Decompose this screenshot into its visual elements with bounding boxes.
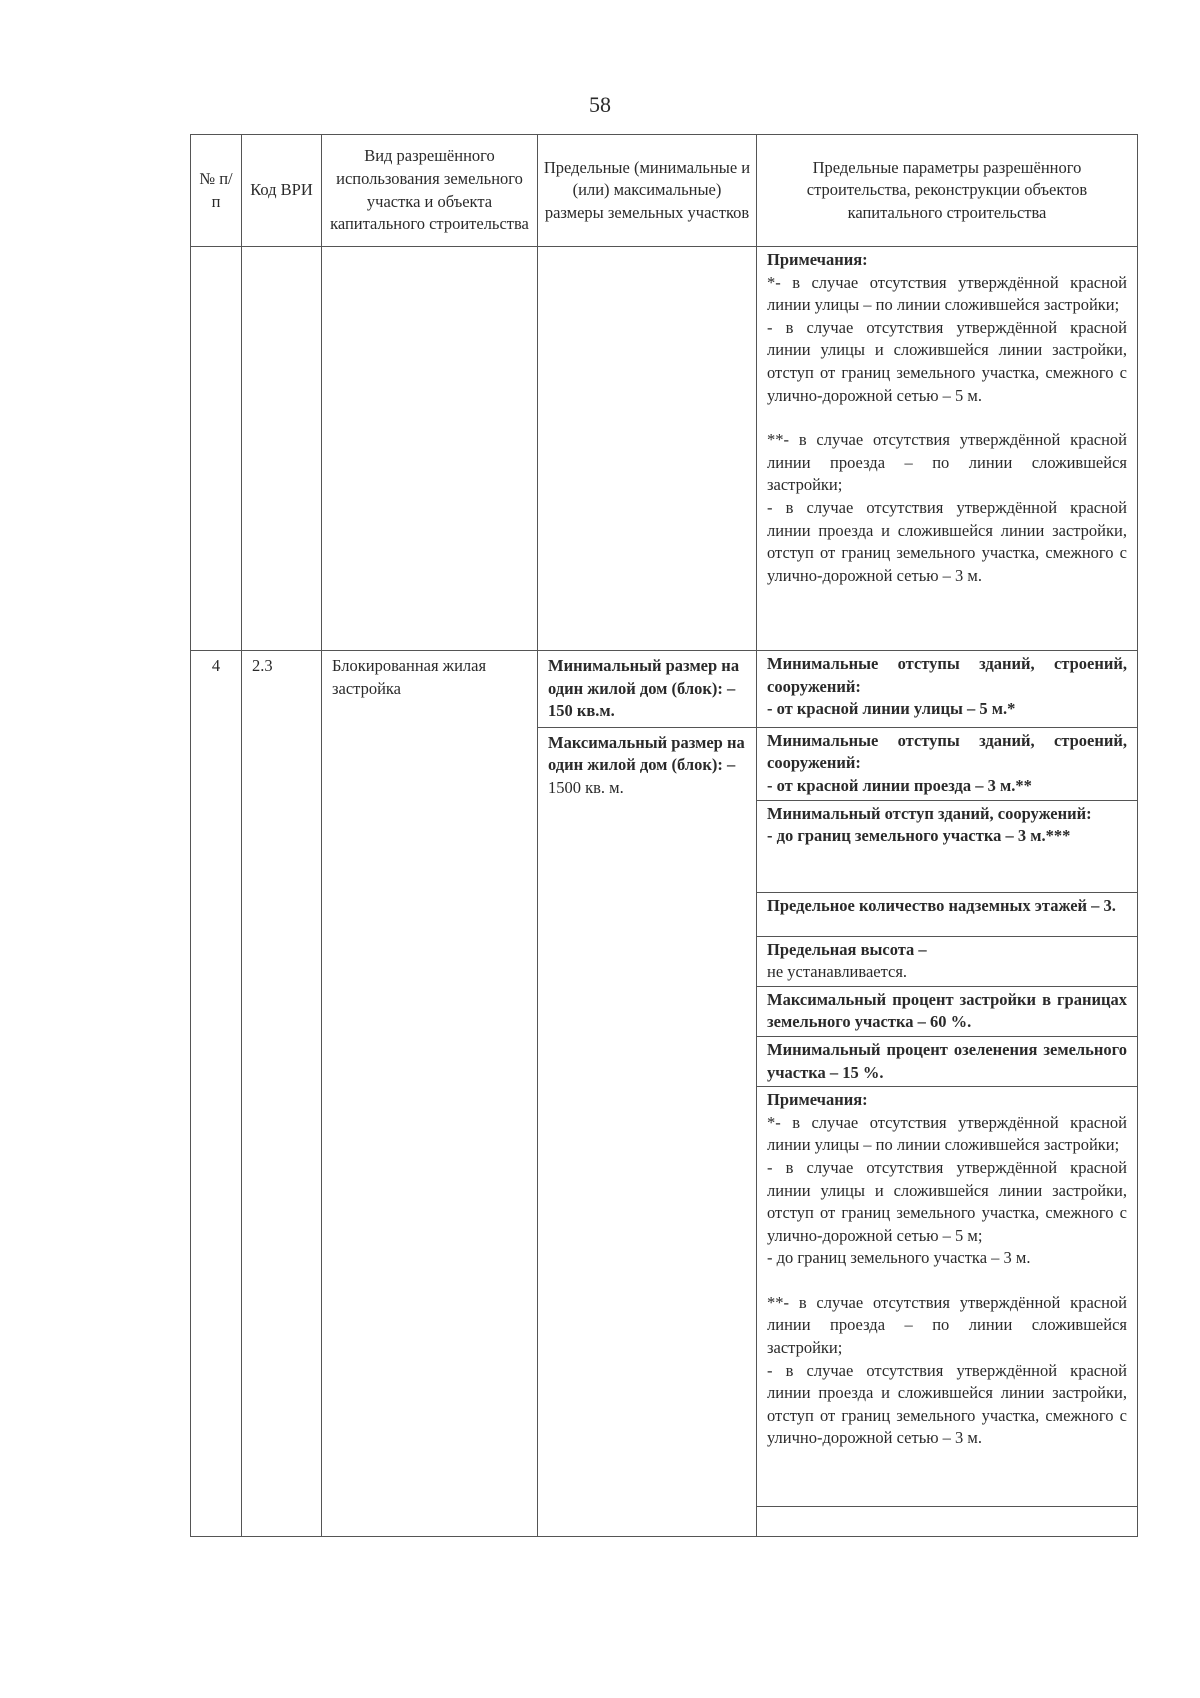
param-floors: Предельное количество надземных этажей – 3. [757,892,1138,936]
row4-notes [757,1087,1138,1507]
note-item: *- в случае отсутствия утверждённой красной линии улицы – по линии сложившейся застройки; [767,272,1127,315]
param-title: Предельная высота – [767,939,927,959]
header-build-params: Предельные параметры разрешённого строительства, реконструкции объектов капитального строительства [757,135,1138,247]
param-title: Минимальные отступы зданий, строений, сооружений: [767,730,1127,773]
header-num: № п/п [191,135,242,247]
note-item: - в случае отсутствия утверждённой красной линии улицы и сложившейся линии застройки, отступ от границ земельного участка, смежного с улично-дорожной сетью – 5 м. [767,317,1127,405]
param-value: - до границ земельного участка – 3 м.*** [767,826,1071,846]
param-title: Минимальный отступ зданий, сооружений: [767,803,1092,823]
header-plot-sizes: Предельные (минимальные и (или) максимальные) размеры земельных участков [538,135,757,247]
row4-num: 4 [191,651,242,1537]
row4-min-size: Минимальный размер на один жилой дом (блок): –150 кв.м. [538,651,757,728]
header-use-type: Вид разрешённого использования земельного участка и объекта капитального строительства [322,135,538,247]
param-setback-boundary [757,800,1138,892]
table-header-row [191,135,1138,247]
param-value: - от красной линии проезда – 3 м.** [767,775,1032,795]
param-min-greenery: Минимальный процент озеленения земельного участка – 15 %. [757,1036,1138,1086]
row4-max-size [538,727,757,1536]
notes-title: Примечания: [767,250,868,269]
header-code: Код ВРИ [242,135,322,247]
row4-use-type: Блокированная жилая застройка [322,651,538,1537]
table-row [191,247,1138,651]
note-item: - в случае отсутствия утверждённой красной линии проезда и сложившейся линии застройки, отступ от границ земельного участка, смежного с улично-дорожной сетью – 3 м. [767,497,1127,585]
param-height [757,936,1138,986]
note-item: *- в случае отсутствия утверждённой красной линии улицы – по линии сложившейся застройки; [767,1112,1127,1155]
note-item: - в случае отсутствия утверждённой красной линии улицы и сложившейся линии застройки, отступ от границ земельного участка, смежного с улично-дорожной сетью – 5 м; [767,1157,1127,1245]
param-value: - от красной линии улицы – 5 м.* [767,699,1016,719]
param-title: Минимальные отступы зданий, строений, сооружений: [767,654,1127,696]
note-item: - до границ земельного участка – 3 м. [767,1248,1031,1268]
page-number: 58 [589,92,611,117]
note-item: **- в случае отсутствия утверждённой красной линии проезда – по линии сложившейся застройки; [767,430,1127,495]
table-row [191,651,1138,728]
param-max-coverage: Максимальный процент застройки в границах земельного участка – 60 %. [757,986,1138,1036]
param-setback-street [757,651,1138,728]
note-item: - в случае отсутствия утверждённой красной линии проезда и сложившейся линии застройки, отступ от границ земельного участка, смежного с улично-дорожной сетью – 3 м. [767,1360,1127,1448]
note-item: **- в случае отсутствия утверждённой красной линии проезда – по линии сложившейся застройки; [767,1292,1127,1358]
row4-code: 2.3 [242,651,322,1537]
max-size-value: 1500 кв. м. [548,777,624,797]
continuation-notes [757,247,1138,651]
regulations-table [190,134,1138,1537]
param-value: не устанавливается. [767,962,908,982]
max-size-label: Максимальный размер на один жилой дом (блок): – [548,732,745,775]
param-setback-driveway [757,727,1138,800]
notes-title: Примечания: [767,1090,868,1110]
